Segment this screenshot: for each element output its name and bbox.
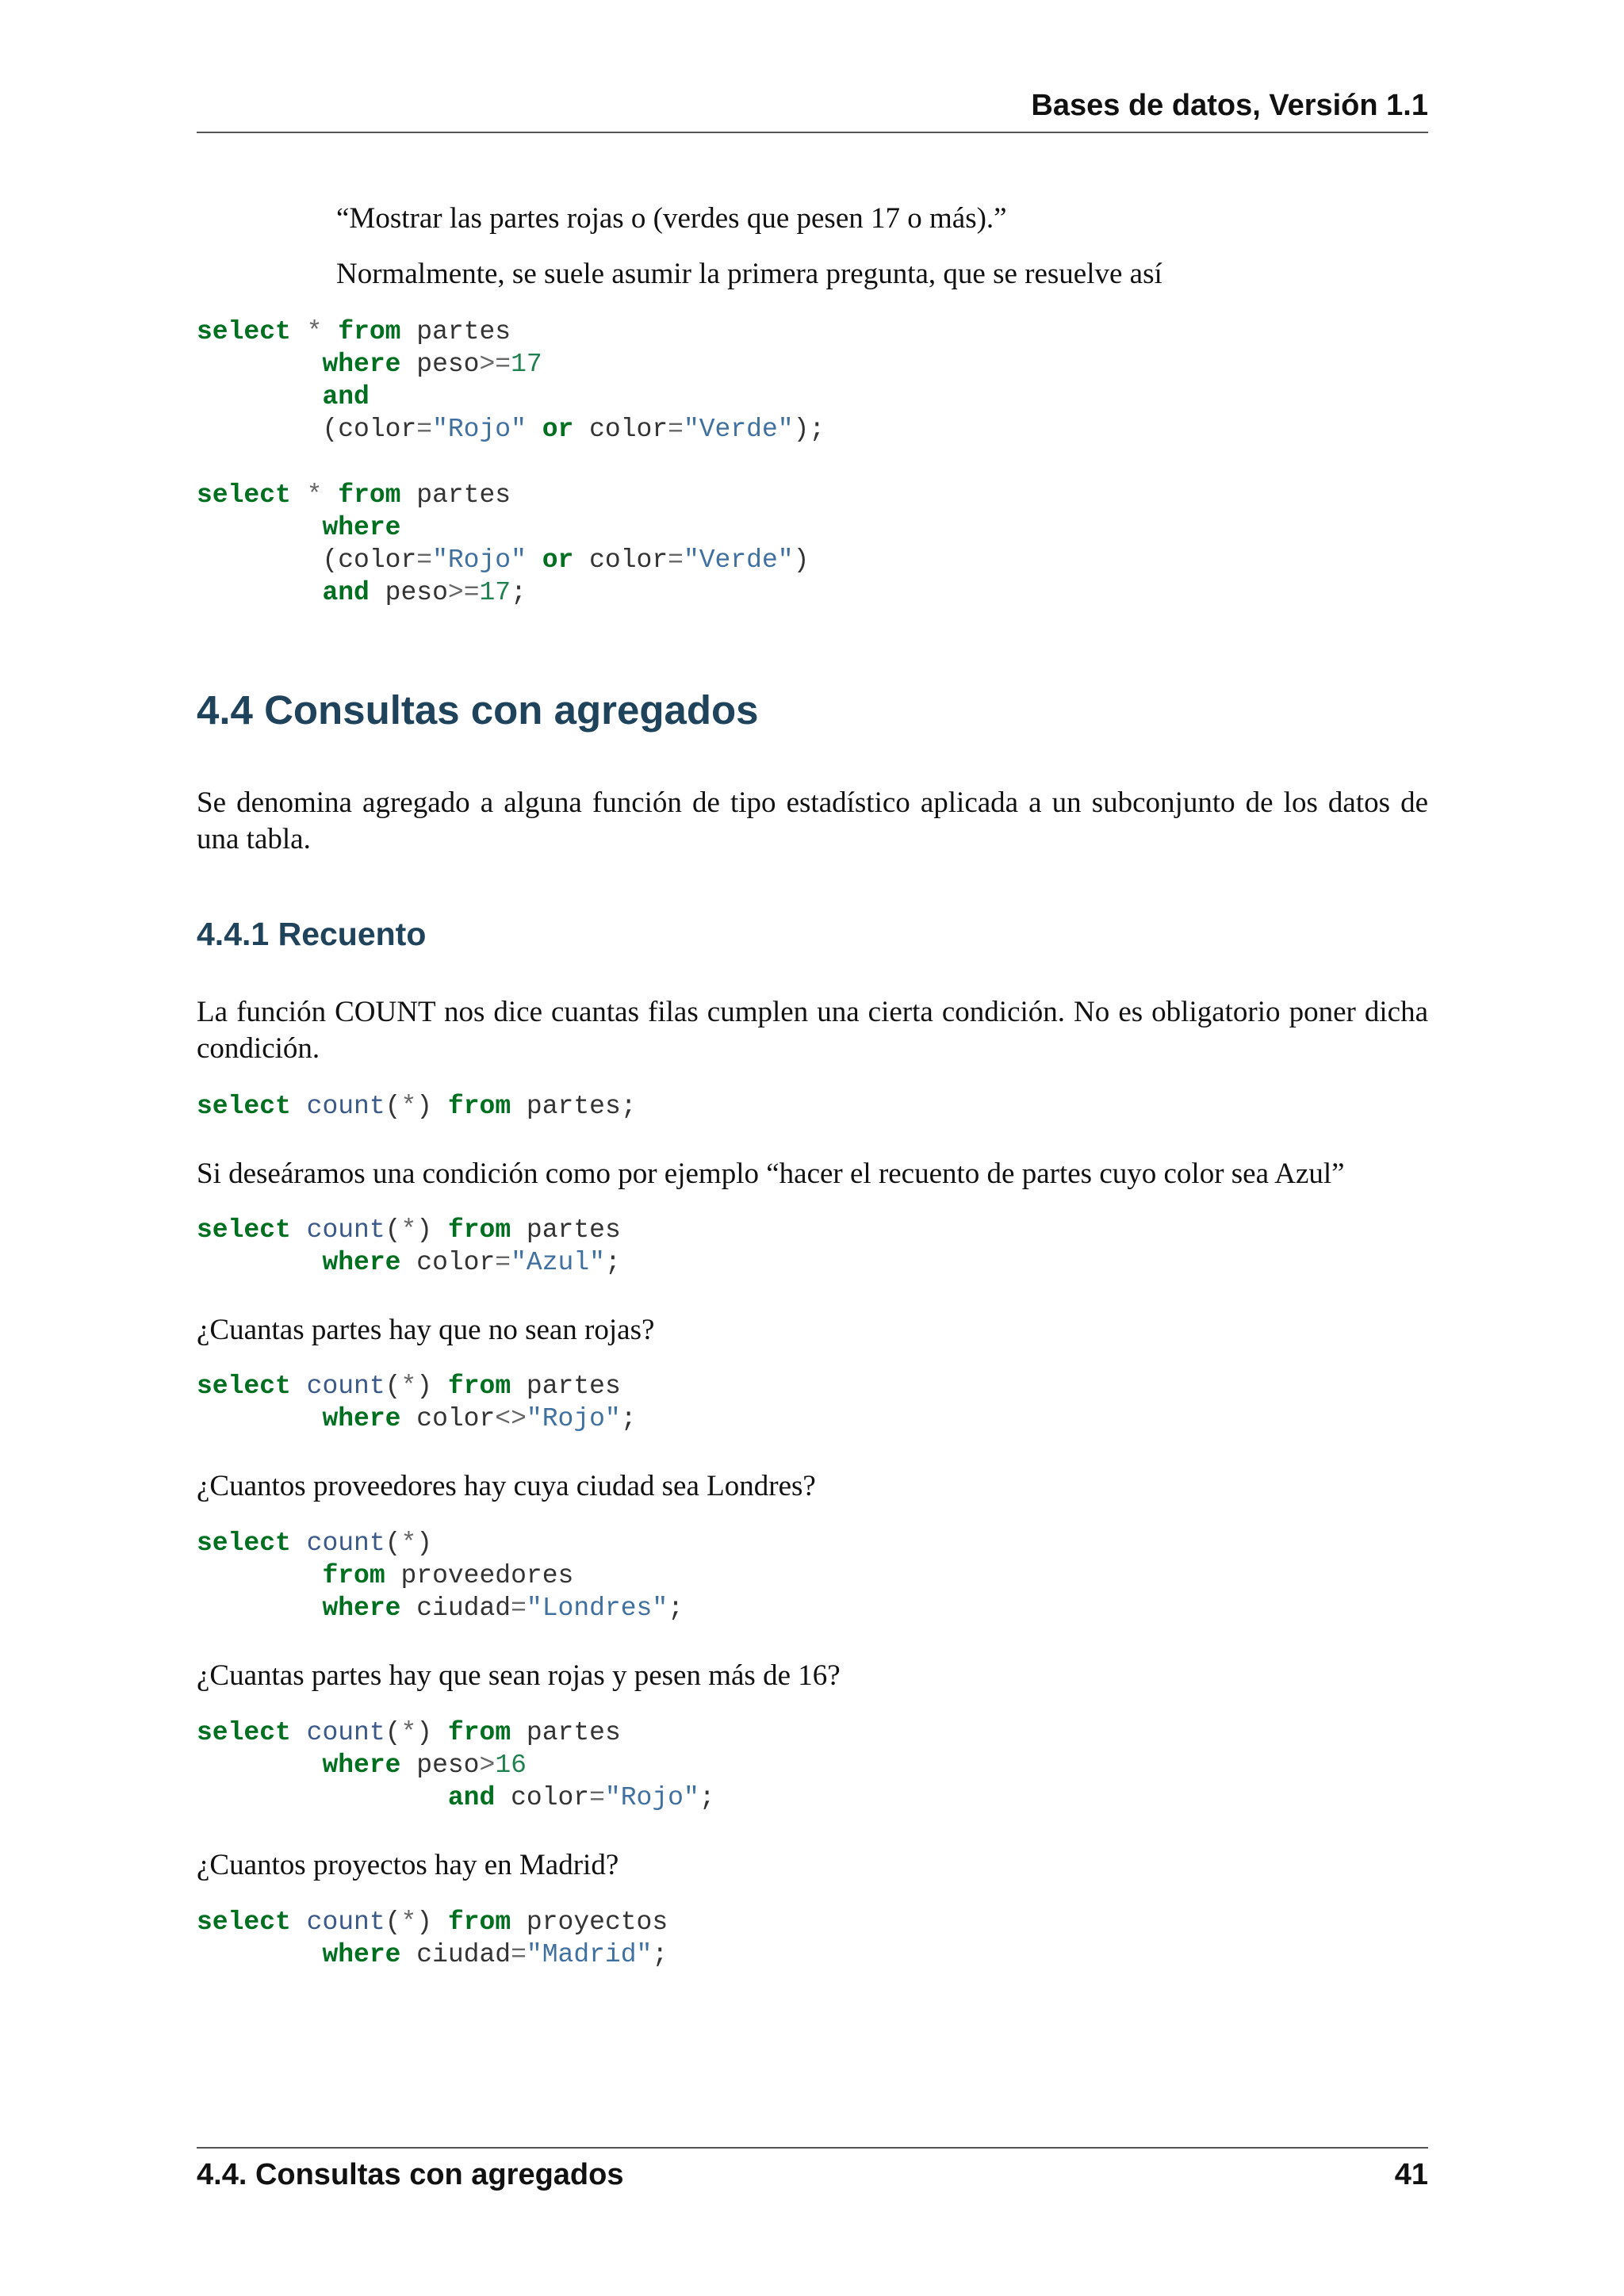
sql-string: "Rojo" <box>432 545 527 575</box>
code-text: ; <box>620 1404 637 1433</box>
sql-operator: = <box>511 1940 527 1969</box>
sql-string: "Rojo" <box>526 1404 621 1433</box>
sql-operator: * <box>306 317 323 346</box>
code-text <box>197 350 322 379</box>
sql-keyword: where <box>322 1751 401 1780</box>
code-text: ) <box>416 1372 448 1401</box>
sql-keyword: where <box>322 350 401 379</box>
code-text <box>197 1751 322 1780</box>
code-line <box>197 1906 668 1938</box>
code-text: ) <box>416 1092 448 1121</box>
code-text <box>291 1718 307 1747</box>
code-line <box>197 348 825 381</box>
sql-operator: <> <box>495 1404 527 1433</box>
code-text: partes <box>400 480 511 510</box>
code-line <box>197 511 809 544</box>
code-line <box>197 1402 637 1435</box>
code-block <box>197 1906 668 1971</box>
sql-operator: = <box>416 545 433 575</box>
code-block <box>197 1527 684 1624</box>
code-text: ; <box>699 1783 715 1812</box>
code-text: partes; <box>511 1092 637 1121</box>
code-text <box>291 480 307 510</box>
sql-keyword: select <box>197 1092 291 1121</box>
code-text: ( <box>385 1718 401 1747</box>
sql-keyword: select <box>197 1908 291 1937</box>
sql-keyword: from <box>447 1092 511 1121</box>
sql-keyword: or <box>542 415 574 444</box>
sql-keyword: where <box>322 1940 401 1969</box>
section-heading: 4.4 Consultas con agregados <box>197 687 759 733</box>
sql-operator: * <box>400 1372 417 1401</box>
code-text <box>291 317 307 346</box>
count-paragraph: La función COUNT nos dice cuantas filas cumplen una cierta condición. No es obligatorio poner dicha condición. <box>197 996 1428 1065</box>
code-line <box>197 1749 715 1781</box>
running-header: Bases de datos, Versión 1.1 <box>1031 89 1428 122</box>
sql-keyword: from <box>447 1215 511 1245</box>
sql-keyword: from <box>447 1372 511 1401</box>
sql-keyword: select <box>197 1215 291 1245</box>
code-block <box>197 1716 715 1814</box>
header-divider <box>197 132 1428 133</box>
sql-keyword: select <box>197 480 291 510</box>
code-text: ciudad <box>400 1594 511 1623</box>
sql-keyword: select <box>197 1529 291 1558</box>
code-text: ) <box>416 1908 448 1937</box>
sql-number: 17 <box>511 350 542 379</box>
sql-keyword: from <box>338 317 401 346</box>
sql-keyword: or <box>542 545 574 575</box>
code-text: ); <box>793 415 825 444</box>
sql-keyword: select <box>197 1372 291 1401</box>
code-text: ciudad <box>400 1940 511 1969</box>
sql-operator: * <box>400 1215 417 1245</box>
sql-operator: = <box>668 545 684 575</box>
code-text <box>197 1404 322 1433</box>
sql-string: "Londres" <box>526 1594 668 1623</box>
sql-function: count <box>306 1215 385 1245</box>
question-paragraph: Si deseáramos una condición como por ejemplo “hacer el recuento de partes cuyo color sea Azul” <box>197 1158 1345 1190</box>
question-paragraph: ¿Cuantos proveedores hay cuya ciudad sea Londres? <box>197 1470 816 1502</box>
code-line <box>197 544 809 576</box>
code-text <box>527 415 542 444</box>
code-text: ) <box>416 1529 433 1558</box>
code-line <box>197 1246 621 1279</box>
code-text: ) <box>416 1215 448 1245</box>
code-block <box>197 1214 621 1279</box>
sql-number: 17 <box>479 578 511 607</box>
code-block <box>197 316 825 446</box>
code-text: proveedores <box>385 1561 574 1590</box>
sql-string: "Azul" <box>511 1248 605 1277</box>
sql-function: count <box>306 1718 385 1747</box>
sql-keyword: where <box>322 1404 401 1433</box>
sql-keyword: where <box>322 1248 401 1277</box>
sql-operator: = <box>495 1248 511 1277</box>
code-text: partes <box>511 1372 621 1401</box>
code-text: partes <box>400 317 511 346</box>
sql-operator: = <box>668 415 684 444</box>
footer-section-label: 4.4. Consultas con agregados <box>197 2158 624 2191</box>
code-line <box>197 576 809 609</box>
sql-operator: * <box>400 1718 417 1747</box>
code-line <box>197 1592 684 1624</box>
code-text <box>197 1594 322 1623</box>
code-text: proyectos <box>511 1908 668 1937</box>
sql-keyword: where <box>322 1594 401 1623</box>
sql-operator: >= <box>447 578 480 607</box>
sql-function: count <box>306 1529 385 1558</box>
sql-operator: * <box>306 480 323 510</box>
sql-keyword: and <box>322 382 370 411</box>
code-text <box>197 1783 448 1812</box>
sql-operator: > <box>479 1751 496 1780</box>
code-text: partes <box>511 1718 621 1747</box>
code-text <box>197 513 322 542</box>
code-text <box>197 382 322 411</box>
code-line <box>197 1090 637 1123</box>
code-text <box>197 1561 322 1590</box>
sql-keyword: select <box>197 317 291 346</box>
code-text: ) <box>416 1718 448 1747</box>
code-text: color <box>573 415 668 444</box>
sql-function: count <box>306 1908 385 1937</box>
sql-operator: * <box>400 1529 417 1558</box>
sql-keyword: and <box>447 1783 496 1812</box>
sql-keyword: select <box>197 1718 291 1747</box>
code-text <box>291 1908 307 1937</box>
sql-function: count <box>306 1092 385 1121</box>
code-text <box>527 545 542 575</box>
code-text: peso <box>400 350 480 379</box>
code-block <box>197 1090 637 1123</box>
sql-operator: * <box>400 1092 417 1121</box>
code-text: peso <box>400 1751 480 1780</box>
sql-string: "Rojo" <box>604 1783 699 1812</box>
code-block <box>197 1370 637 1435</box>
code-text: ( <box>385 1908 401 1937</box>
code-text: (color <box>197 545 417 575</box>
code-text <box>291 1529 307 1558</box>
code-text: ; <box>652 1940 668 1969</box>
sql-keyword: and <box>322 578 370 607</box>
sql-string: "Verde" <box>683 545 794 575</box>
code-line <box>197 1938 668 1971</box>
quote-paragraph: “Mostrar las partes rojas o (verdes que pesen 17 o más).” <box>336 202 1007 235</box>
code-text <box>291 1092 307 1121</box>
code-line <box>197 316 825 348</box>
sql-number: 16 <box>495 1751 527 1780</box>
code-text: ( <box>385 1215 401 1245</box>
code-block <box>197 479 809 609</box>
code-text: peso <box>369 578 448 607</box>
sql-operator: = <box>511 1594 527 1623</box>
sql-operator: * <box>400 1908 417 1937</box>
code-text <box>197 1940 322 1969</box>
code-text: color <box>573 545 668 575</box>
code-text: ( <box>385 1372 401 1401</box>
sql-keyword: from <box>322 1561 385 1590</box>
code-text <box>291 1215 307 1245</box>
code-text: ( <box>385 1092 401 1121</box>
definition-paragraph: Se denomina agregado a alguna función de tipo estadístico aplicada a un subconjunto de los datos de una tabla. <box>197 786 1428 855</box>
code-text: ; <box>668 1594 684 1623</box>
code-text <box>197 578 322 607</box>
code-text: ; <box>604 1248 621 1277</box>
sql-string: "Verde" <box>683 415 794 444</box>
code-line <box>197 381 825 413</box>
code-text: color <box>400 1404 496 1433</box>
sql-string: "Madrid" <box>526 1940 653 1969</box>
code-line <box>197 479 809 511</box>
sql-operator: = <box>589 1783 605 1812</box>
note-paragraph: Normalmente, se suele asumir la primera pregunta, que se resuelve así <box>336 258 1162 290</box>
code-line <box>197 1370 637 1402</box>
code-line <box>197 1559 684 1592</box>
question-paragraph: ¿Cuantos proyectos hay en Madrid? <box>197 1849 619 1881</box>
code-line <box>197 1527 684 1559</box>
code-text: partes <box>511 1215 621 1245</box>
code-text: color <box>400 1248 496 1277</box>
code-line <box>197 1781 715 1814</box>
code-text: ; <box>511 578 527 607</box>
code-text: color <box>495 1783 590 1812</box>
code-text: ) <box>793 545 810 575</box>
sql-keyword: from <box>338 480 401 510</box>
code-text: (color <box>197 415 417 444</box>
sql-keyword: from <box>447 1718 511 1747</box>
question-paragraph: ¿Cuantas partes hay que sean rojas y pesen más de 16? <box>197 1659 841 1692</box>
subsection-heading: 4.4.1 Recuento <box>197 916 427 952</box>
sql-function: count <box>306 1372 385 1401</box>
code-text <box>197 1248 322 1277</box>
code-line <box>197 1214 621 1246</box>
code-line <box>197 1716 715 1749</box>
sql-keyword: where <box>322 513 401 542</box>
page-number: 41 <box>1394 2158 1428 2191</box>
footer-divider <box>197 2147 1428 2149</box>
sql-operator: >= <box>479 350 511 379</box>
sql-string: "Rojo" <box>432 415 527 444</box>
code-text <box>322 317 338 346</box>
code-text <box>322 480 338 510</box>
code-text: ( <box>385 1529 401 1558</box>
code-line <box>197 413 825 446</box>
sql-operator: = <box>416 415 433 444</box>
question-paragraph: ¿Cuantas partes hay que no sean rojas? <box>197 1314 655 1346</box>
code-text <box>291 1372 307 1401</box>
sql-keyword: from <box>447 1908 511 1937</box>
